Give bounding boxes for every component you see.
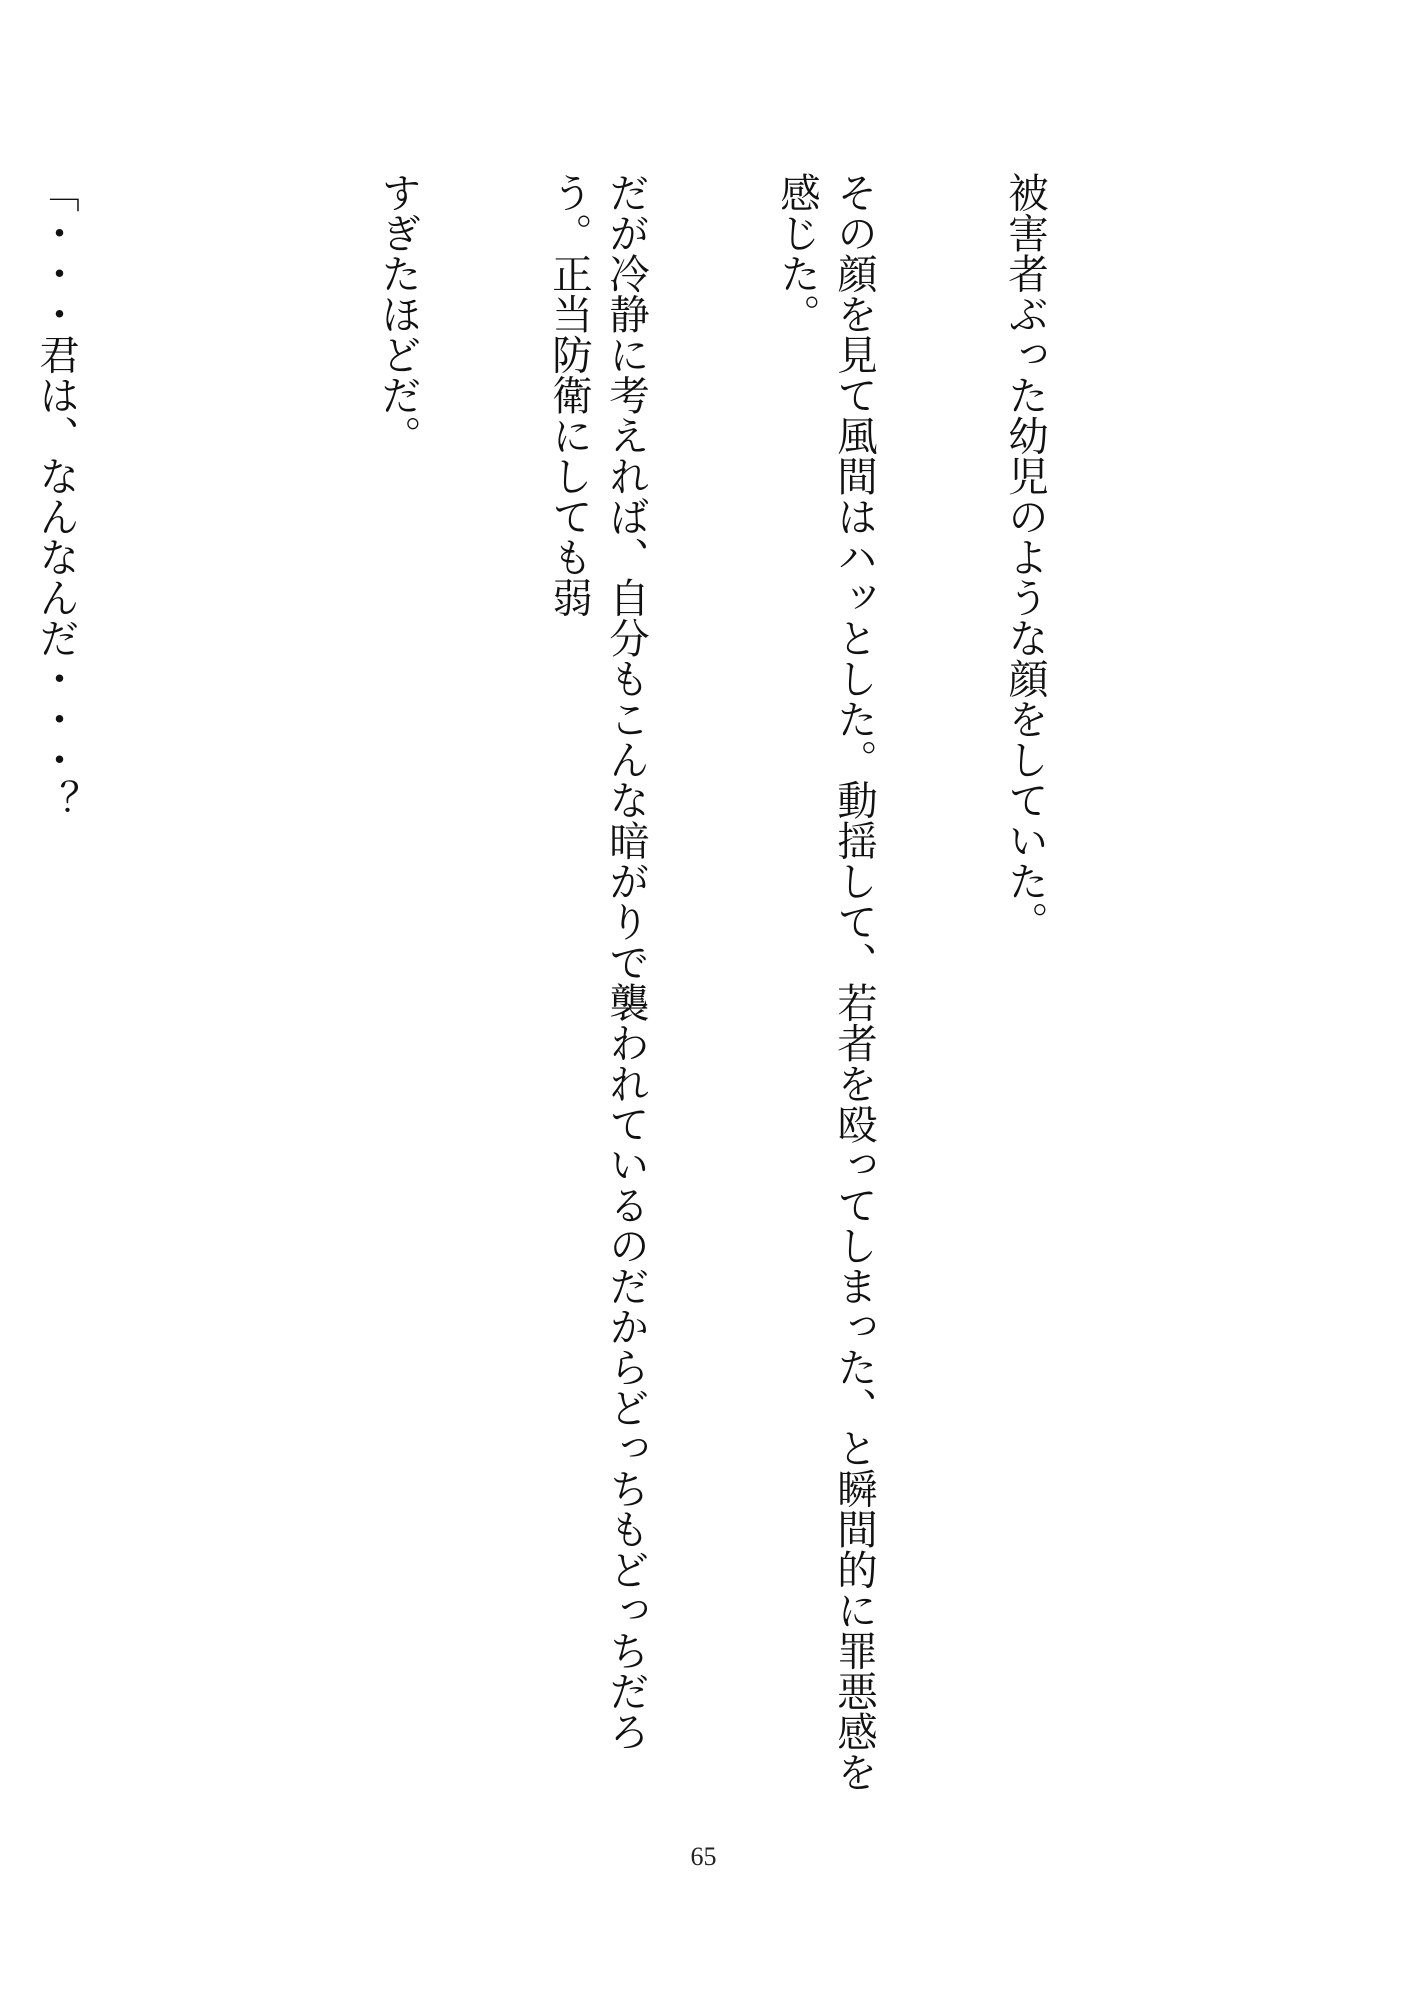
text-line-5 bbox=[198, 172, 255, 1802]
text-line-3: だが冷静に考えれば、自分もこんな暗がりで襲われているのだからどっちもどっちだろう。正当防衛にしても弱 bbox=[545, 172, 650, 1752]
text-line-6: 「・・・君は、なんなんだ・・・？ bbox=[32, 172, 80, 820]
text-line-2: その顔を見て風間はハッとした。動揺して、若者を殴ってしまった、と瞬間的に罪悪感を感じた。 bbox=[773, 172, 878, 1792]
text-line-1: 被害者ぶった幼児のような顔をしていた。 bbox=[1001, 172, 1049, 942]
text-line-4: すぎたほどだ。 bbox=[374, 172, 422, 456]
vertical-text-body bbox=[0, 172, 1167, 1802]
page-number: 65 bbox=[690, 1842, 717, 1871]
